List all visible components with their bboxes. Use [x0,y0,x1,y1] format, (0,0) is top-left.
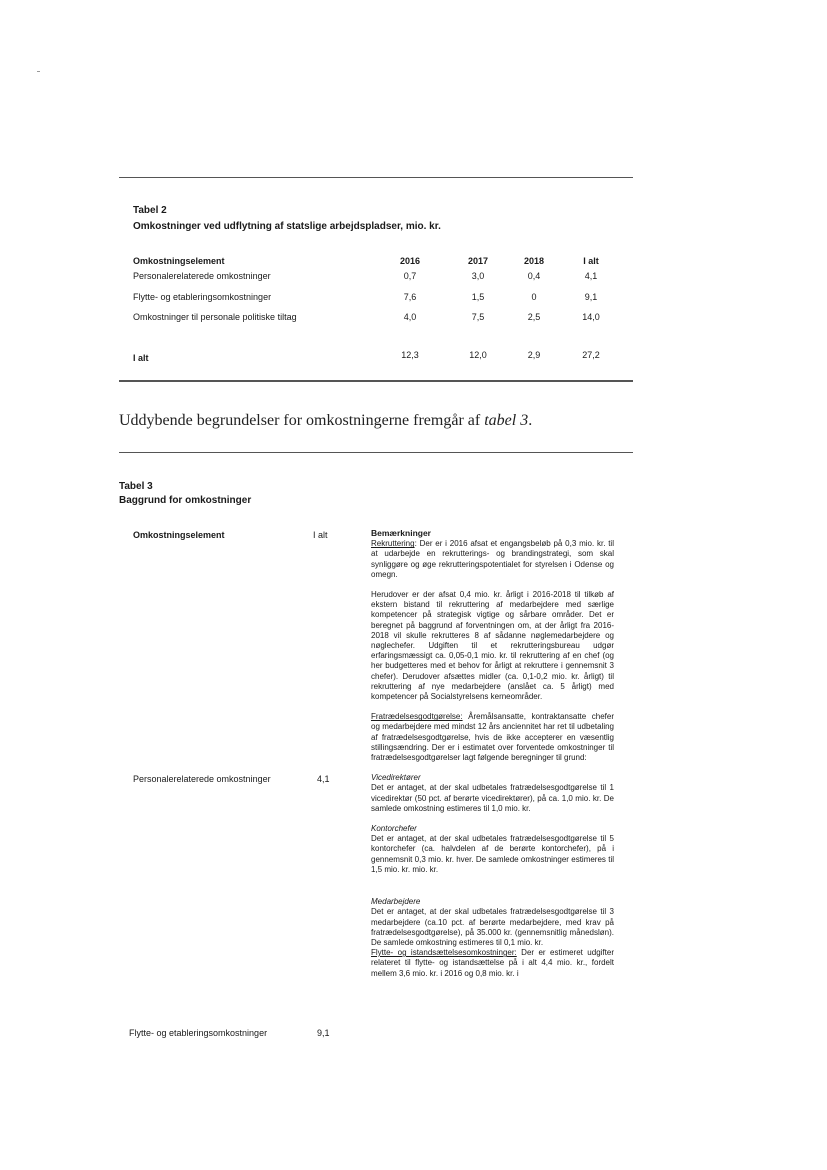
table3-row-total: 9,1 [317,1028,330,1038]
remark-label: Rekruttering [371,539,415,549]
table3-header-total: I alt [313,530,328,540]
remark-label: Vicedirektører [371,773,421,783]
table2-total-cell: 27,2 [582,350,600,360]
table2-title: Omkostninger ved udflytning af statslige arbejdspladser, mio. kr. [133,221,441,232]
remark-medarbejdere [371,897,614,948]
table2-header-2016: 2016 [399,256,421,266]
table2-cell: 4,0 [403,312,417,322]
table2-row-name: Personalerelaterede omkostninger [133,271,271,281]
table2-total-cell: 2,9 [527,350,541,360]
table2-top-rule [119,177,633,178]
remark-kontorchefer [371,824,614,875]
table3-title: Baggrund for omkostninger [119,495,252,506]
table2-cell: 3,0 [471,271,485,281]
remark-label: Medarbejdere [371,897,421,907]
table2-cell: 2,5 [527,312,541,322]
table2-cell: 14,0 [582,312,600,322]
remark-flytte [371,948,614,979]
table2-label: Tabel 2 [133,205,167,216]
remark-fratraedelse [371,712,614,763]
table2-total-cell: 12,0 [469,350,487,360]
remark-rekruttering [371,539,614,580]
table2-cell: 4,1 [584,271,598,281]
scan-speck [37,71,40,72]
table3-remarks-column [371,528,614,989]
table3-label: Tabel 3 [119,481,153,492]
intro-end: . [528,412,533,429]
remark-text: Der er estimeret udgifter relateret til flytte- og istandsættelse på i alt 4,4 mio. kr., fordelt mellem 3,6 mio. kr. i 2016 og 0,8 mio. kr. i [371,948,614,978]
remark-label: Flytte- og istandsættelsesomkostninger: [371,948,517,958]
intro-paragraph [119,412,532,430]
table2-cell: 0,4 [527,271,541,281]
table2-total-label: I alt [133,353,149,363]
table2-header-2017: 2017 [467,256,489,266]
remark-label: Kontorchefer [371,824,417,834]
remark-label: Fratrædelsesgodtgørelse: [371,712,463,722]
table3-row-name: Flytte- og etableringsomkostninger [129,1028,268,1038]
remark-text: : Der er i 2016 afsat et engangsbeløb på 0,3 mio. kr. til at udarbejde en rekrutterings- og brandingstrategi, som skal synliggøre og øge rekrutteringspotentialet for styrelsen i Odense og omegn. [371,539,614,579]
remark-text: Det er antaget, at der skal udbetales fratrædelsesgodtgørelse til 1 vicedirektør (50 pct. af berørte vicedirektører), på ca. 1,0 mio. kr. De samlede omkostning estimeres til 1,0 mio. kr. [371,783,614,813]
table2-total-cell: 12,3 [401,350,419,360]
table2-cell: 7,6 [403,292,417,302]
remark-vicedirektorer [371,773,614,814]
intro-text: Uddybende begrundelser for omkostningerne fremgår af [119,412,485,429]
remark-text: Det er antaget, at der skal udbetales fratrædelsesgodtgørelse til 3 medarbejdere (ca.10 pct. af berørte medarbejdere, med krav på fratrædelsesgodtgørelse), på 35.000 kr. (gennemsnitlig månedsløn). De samlede omkostning estimeres til 0,1 mio. kr. [371,907,614,947]
remark-herudover: Herudover er der afsat 0,4 mio. kr. årligt i 2016-2018 til tilkøb af ekstern bistand til rekruttering af medarbejdere med særlige kompetencer på strategisk vigtige og sårbare områder. Det er beregnet på baggrund af forventningen om, at der årligt fra 2016-2018 vil skulle rekrutteres 8 af sådanne nøglemedarbejdere og nøglechefer. Udgiften til et rekrutteringsbureau udgør erfaringsmæssigt ca. 0,05-0,1 mio. kr. til rekruttering af en chef (og her budgetteres med et behov for årligt at rekruttere i gennemsnit 3 chefer). Derudover afsættes midler (ca. 0,1-0,2 mio. kr. årligt) til rekruttering af nye medarbejdere (anslået ca. 5 årligt) med kompetencer på Socialstyrelsens kerneområder. [371,590,614,702]
table2-row-name: Flytte- og etableringsomkostninger [133,292,272,302]
table3-top-rule [119,452,633,453]
table3-header-element: Omkostningselement [133,530,225,540]
table2-cell: 1,5 [471,292,485,302]
table2-cell: 9,1 [584,292,598,302]
table2-cell: 7,5 [471,312,485,322]
table3-row-name: Personalerelaterede omkostninger [133,774,271,784]
remark-text: Det er antaget, at der skal udbetales fratrædelsesgodtgørelse til 5 kontorchefer (ca. halvdelen af de berørte kontorchefer), på i gennemsnit 0,3 mio. kr. hver. De samlede omkostninger estimeres til 1,5 mio. kr. mio. kr. [371,834,614,874]
table2-row-name: Omkostninger til personale politiske tiltag [133,312,297,322]
table2-cell: 0 [531,292,537,302]
table2-header-2018: 2018 [523,256,545,266]
intro-table-ref: tabel 3 [484,412,529,429]
table2-header-total: I alt [583,256,599,266]
table2-header-element: Omkostningselement [133,256,225,266]
table2-bottom-rule [119,380,633,382]
table3-row-total: 4,1 [317,774,330,784]
table2-cell: 0,7 [403,271,417,281]
remark-text: Åremålsansatte, kontraktansatte chefer og medarbejdere med mindst 12 års anciennitet har ret til udbetaling af fratrædelsesgodtgørelse, hvis de ikke accepterer en væsentlig stillingsændring. Der er i estimatet over forventede omkostninger til fratrædelsesgodtgørelser lagt følgende beregninger til grund: [371,712,614,763]
table3-header-remarks: Bemærkninger [371,528,431,538]
